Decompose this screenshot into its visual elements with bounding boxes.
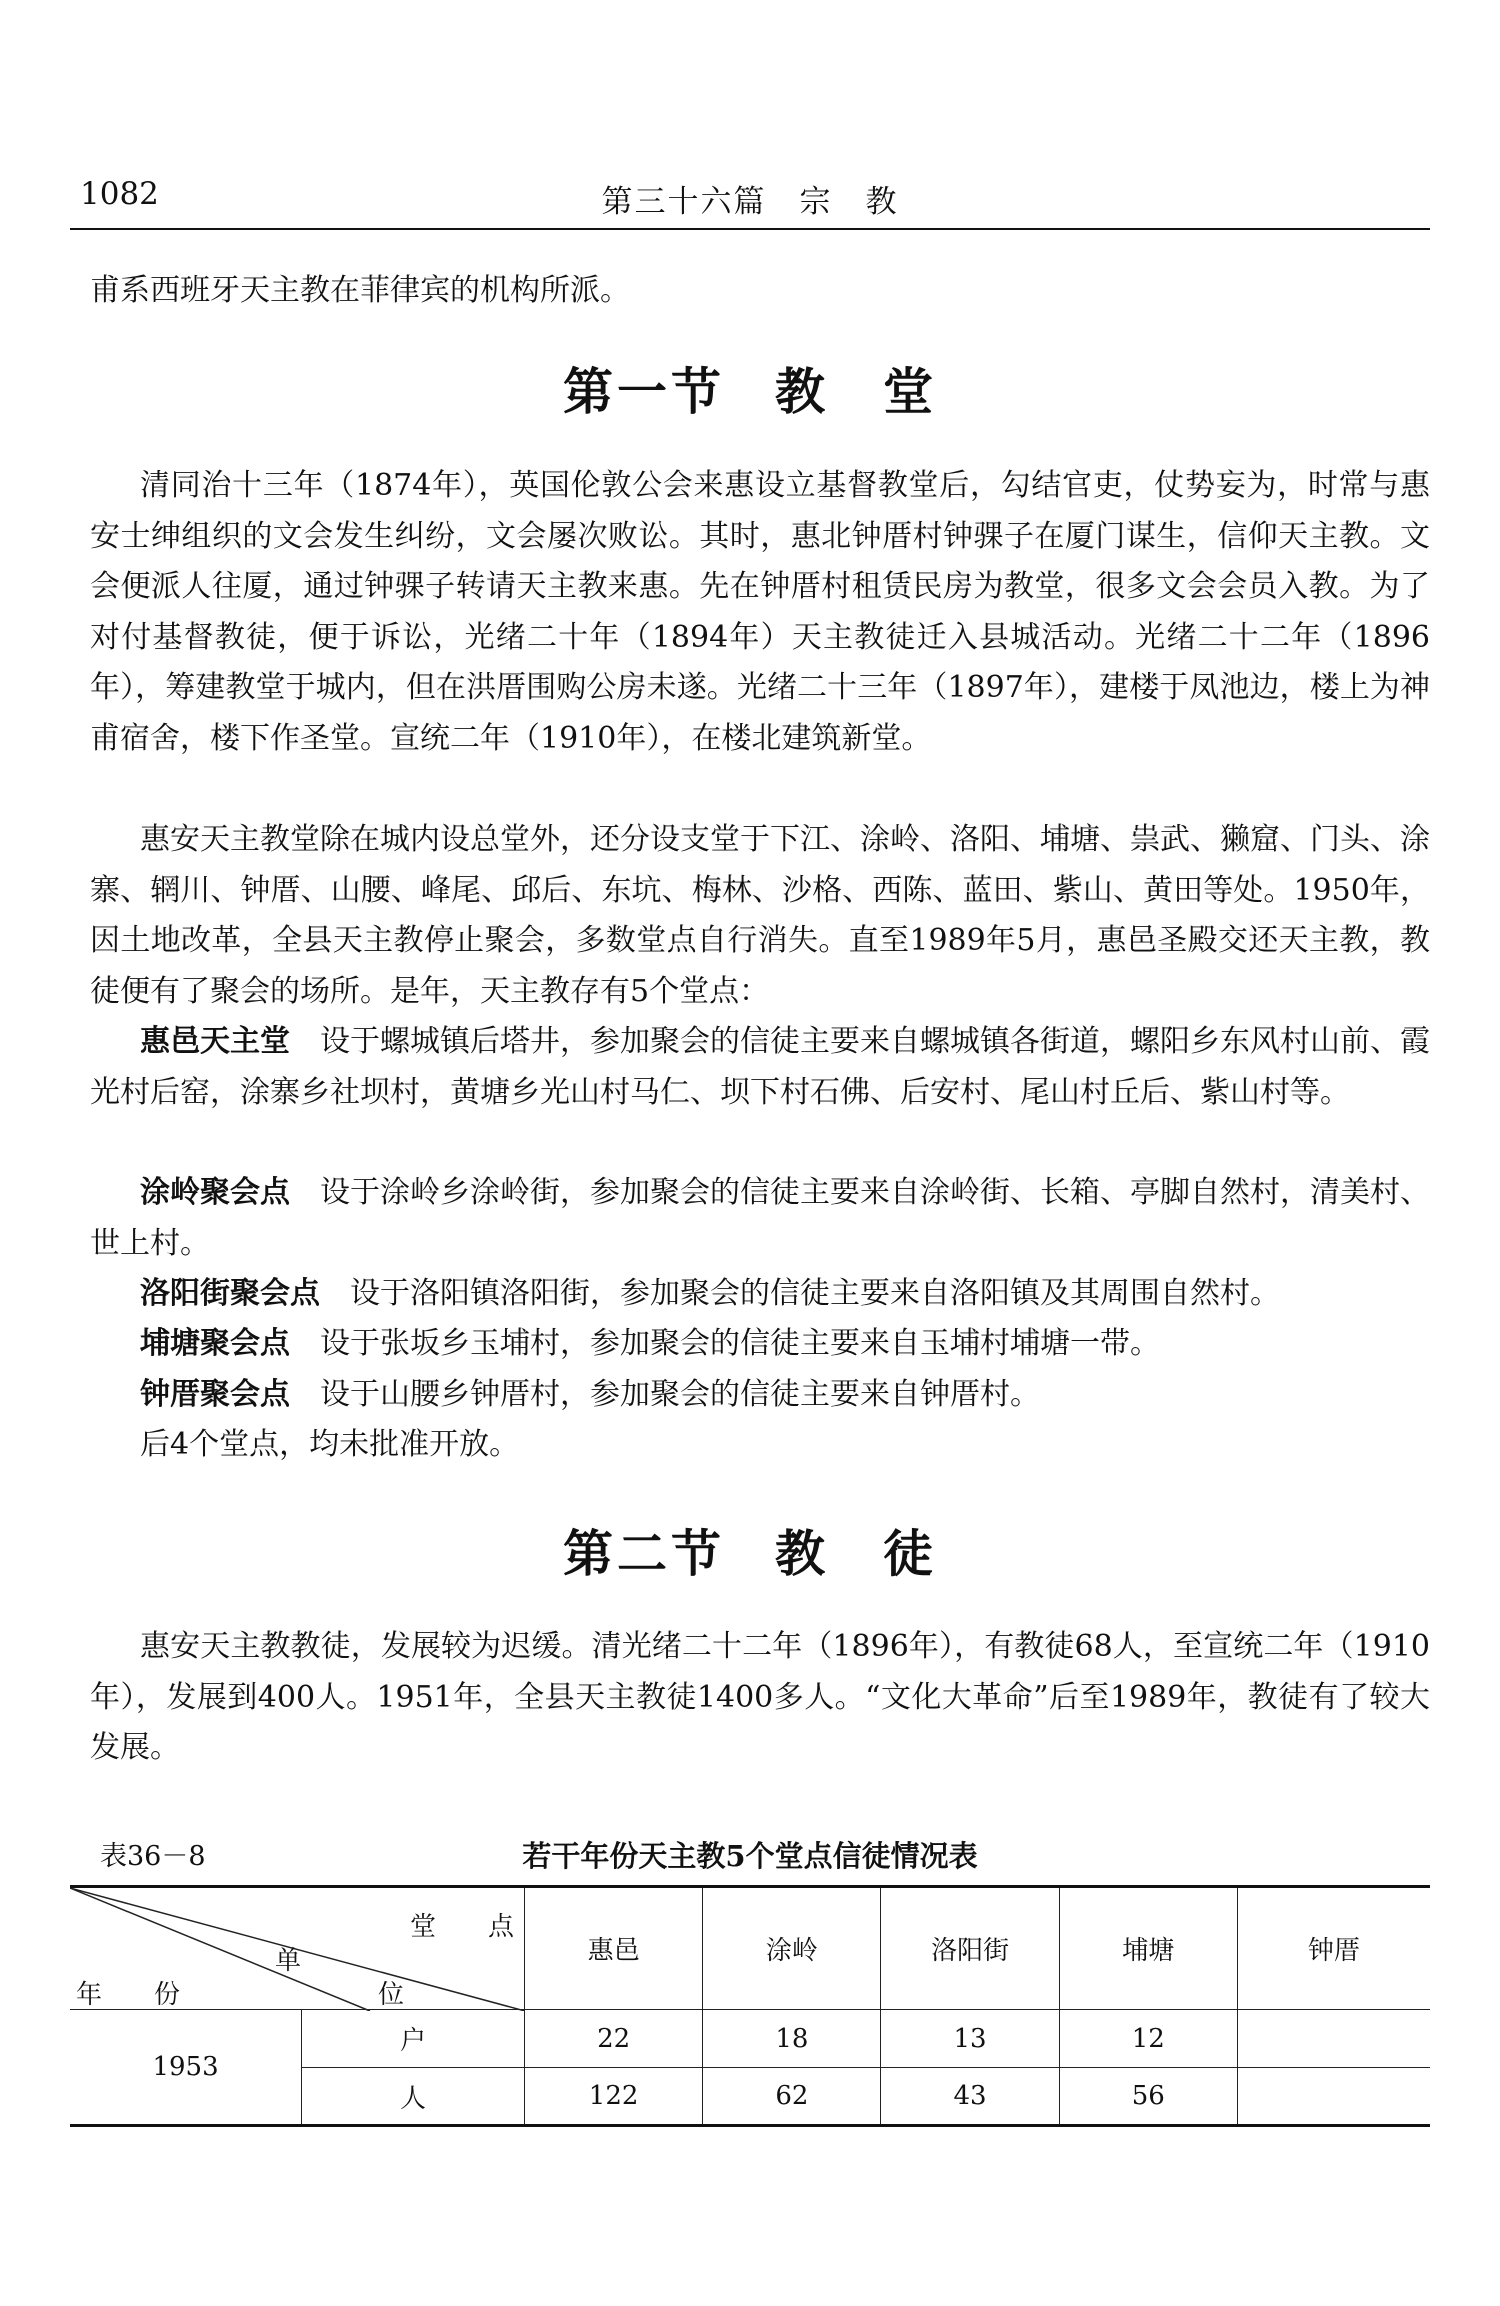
section2-title-right: 教 徒	[775, 1524, 937, 1583]
corner-label-hall: 堂 点	[410, 1912, 515, 1942]
entry-name: 钟厝聚会点	[140, 1377, 290, 1412]
table-number: 表36－8	[100, 1841, 206, 1872]
entry-tuling	[90, 1168, 1430, 1269]
column-header: 涂岭	[703, 1887, 881, 2010]
corner-label-year: 年 份	[76, 1980, 181, 2010]
value-cell	[1237, 2068, 1430, 2126]
running-title: 第三十六篇 宗 教	[601, 184, 899, 220]
section1-title-left: 第一节	[563, 362, 725, 421]
corner-label-unit-top: 单	[275, 1946, 302, 1976]
entry-name: 涂岭聚会点	[140, 1175, 290, 1210]
table-caption	[70, 1834, 1430, 1874]
entry-name: 惠邑天主堂	[140, 1024, 290, 1059]
section1-paragraph-2: 惠安天主教堂除在城内设总堂外，还分设支堂于下江、涂岭、洛阳、埔塘、祟武、獭窟、门头、涂寨、辋川、钟厝、山腰、峰尾、邱后、东坑、梅林、沙格、西陈、蓝田、紫山、黄田等处。1950年，因土地改革，全县天主教停止聚会，多数堂点自行消失。直至1989年5月，惠邑圣殿交还天主教，教徒便有了聚会的场所。是年，天主教存有5个堂点：	[90, 822, 1430, 1009]
entry-text: 设于涂岭乡涂岭街，参加聚会的信徒主要来自涂岭街、长箱、亭脚自然村，清美村、世上村。	[90, 1175, 1430, 1261]
unit-cell: 户	[302, 2010, 525, 2068]
section1-closing: 后4个堂点，均未批准开放。	[140, 1427, 520, 1462]
value-cell: 43	[881, 2068, 1059, 2126]
entry-text: 设于洛阳镇洛阳街，参加聚会的信徒主要来自洛阳镇及其周围自然村。	[350, 1276, 1280, 1311]
unit-cell: 人	[302, 2068, 525, 2126]
column-header: 惠邑	[524, 1887, 702, 2010]
entry-name: 洛阳街聚会点	[140, 1276, 320, 1311]
value-cell: 13	[881, 2010, 1059, 2068]
column-header: 钟厝	[1237, 1887, 1430, 2010]
believers-table	[70, 1885, 1430, 2127]
value-cell: 56	[1059, 2068, 1237, 2126]
corner-label-unit-bottom: 位	[378, 1980, 405, 2010]
value-cell: 122	[524, 2068, 702, 2126]
section1-title	[0, 352, 1500, 424]
section1-paragraph-1: 清同治十三年（1874年），英国伦敦公会来惠设立基督教堂后，勾结官吏，仗势妄为，时常与惠安士绅组织的文会发生纠纷，文会屡次败讼。其时，惠北钟厝村钟骒子在厦门谋生，信仰天主教。文会便派人往厦，通过钟骒子转请天主教来惠。先在钟厝村租赁民房为教堂，很多文会会员入教。为了对付基督教徒，便于诉讼，光绪二十年（1894年）天主教徒迁入县城活动。光绪二十二年（1896年），筹建教堂于城内，但在洪厝围购公房未遂。光绪二十三年（1897年），建楼于凤池边，楼上为神甫宿舍，楼下作圣堂。宣统二年（1910年），在楼北建筑新堂。	[90, 468, 1430, 756]
page-number: 1082	[80, 176, 159, 212]
section2-paragraph-1: 惠安天主教教徒，发展较为迟缓。清光绪二十二年（1896年），有教徒68人，至宣统二年（1910年），发展到400人。1951年，全县天主教徒1400多人。“文化大革命”后至1989年，教徒有了较大发展。	[90, 1629, 1430, 1765]
entry-putang	[90, 1319, 1430, 1370]
column-header: 埔塘	[1059, 1887, 1237, 2010]
entry-text: 设于山腰乡钟厝村，参加聚会的信徒主要来自钟厝村。	[320, 1377, 1040, 1412]
entry-name: 埔塘聚会点	[140, 1326, 290, 1361]
value-cell: 22	[524, 2010, 702, 2068]
table-corner-cell	[70, 1887, 524, 2010]
value-cell	[1237, 2010, 1430, 2068]
entry-luoyangjie	[90, 1269, 1430, 1320]
value-cell: 62	[703, 2068, 881, 2126]
section2-title-left: 第二节	[563, 1524, 725, 1583]
section2-title	[0, 1514, 1500, 1586]
value-cell: 18	[703, 2010, 881, 2068]
table-header-row	[70, 1887, 1430, 2010]
entry-huiyi	[90, 1017, 1430, 1118]
intro-line: 甫系西班牙天主教在菲律宾的机构所派。	[90, 273, 630, 308]
value-cell: 12	[1059, 2010, 1237, 2068]
running-head	[70, 172, 1430, 230]
column-header: 洛阳街	[881, 1887, 1059, 2010]
entry-zhongcuo	[90, 1370, 1430, 1421]
table-title: 若干年份天主教5个堂点信徒情况表	[522, 1839, 978, 1873]
entry-text: 设于螺城镇后塔井，参加聚会的信徒主要来自螺城镇各街道，螺阳乡东风村山前、霞光村后窑，涂寨乡社坝村，黄塘乡光山村马仁、坝下村石佛、后安村、尾山村丘后、紫山村等。	[90, 1024, 1430, 1110]
section1-title-right: 教 堂	[775, 362, 937, 421]
entry-text: 设于张坂乡玉埔村，参加聚会的信徒主要来自玉埔村埔塘一带。	[320, 1326, 1160, 1361]
year-cell: 1953	[70, 2010, 302, 2126]
table-row	[70, 2010, 1430, 2068]
